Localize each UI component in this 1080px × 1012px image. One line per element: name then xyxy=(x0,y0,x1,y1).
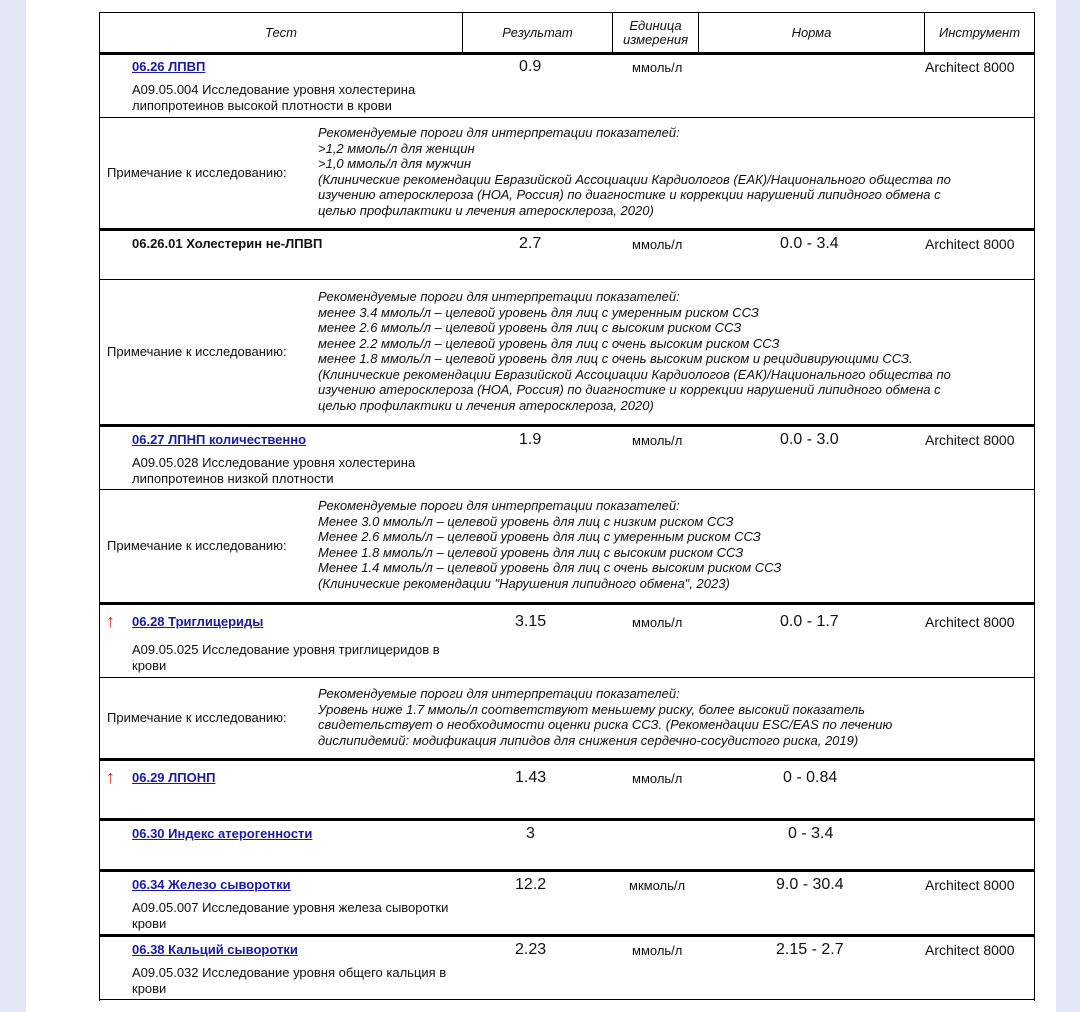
result-value: 2.7 xyxy=(519,235,542,252)
instrument-value: Architect 8000 xyxy=(925,942,1015,958)
norm-value: 0.0 - 1.7 xyxy=(780,613,839,630)
note-label: Примечание к исследованию: xyxy=(107,538,287,553)
norm-value: 0.0 - 3.0 xyxy=(780,431,839,448)
test-link[interactable]: 06.28 Триглицериды xyxy=(132,614,264,629)
result-value: 2.23 xyxy=(515,941,547,958)
note-text: Рекомендуемые пороги для интерпретации показателей: Уровень ниже 1.7 ммоль/л соответствуют меньшему риску, более высокий показатель свидетельствует о необходимости оценки риска ССЗ. (Рекомендации ESC/EAS по лечению дислипидемий: модификация липидов для снижения сердечно-сосудистого риска, 2019) xyxy=(318,686,893,748)
norm-value: 9.0 - 30.4 xyxy=(776,876,844,893)
header-result: Результат xyxy=(502,24,573,40)
unit-value: ммоль/л xyxy=(632,60,683,75)
test-description: A09.05.032 Исследование уровня общего кальция в крови xyxy=(132,965,447,996)
unit-value: мкмоль/л xyxy=(629,878,686,893)
test-link[interactable]: 06.26 ЛПВП xyxy=(132,59,206,74)
test-link[interactable]: 06.29 ЛПОНП xyxy=(132,770,216,785)
test-description: A09.05.025 Исследование уровня триглицеридов в крови xyxy=(132,642,440,673)
test-link[interactable]: 06.27 ЛПНП количественно xyxy=(132,432,307,447)
header-instrument: Инструмент xyxy=(938,24,1021,40)
norm-value: 2.15 - 2.7 xyxy=(776,941,844,958)
note-label: Примечание к исследованию: xyxy=(107,710,287,725)
high-flag-icon: ↑ xyxy=(106,611,115,631)
note-text: Рекомендуемые пороги для интерпретации показателей: менее 3.4 ммоль/л – целевой уровень для лиц с умеренным риском ССЗ менее 2.6 ммоль/л – целевой уровень для лиц с высоким риском ССЗ менее 2.2 ммоль/л – целевой уровень для лиц с очень высоким риском ССЗ менее 1.8 ммоль/л – целевой уровень для лиц с очень высоким риском и рецидивирующими ССЗ. (Клинические рекомендации Евразийской Ассоциации Кардиологов (ЕАК)/Национального общества по изучению атеросклероза (НОА, Россия) по диагностике и коррекции нарушений липидного обмена с целью профилактики и лечения атеросклероза, 2020) xyxy=(318,289,951,413)
result-value: 1.9 xyxy=(519,431,542,448)
result-value: 0.9 xyxy=(519,58,542,75)
note-text: Рекомендуемые пороги для интерпретации показателей: >1,2 ммоль/л для женщин >1,0 ммоль/л для мужчин (Клинические рекомендации Евразийской Ассоциации Кардиологов (ЕАК)/Национального общества по изучению атеросклероза (НОА, Россия) по диагностике и коррекции нарушений липидного обмена с целью профилактики и лечения атеросклероза, 2020) xyxy=(318,125,951,218)
test-link[interactable]: 06.30 Индекс атерогенности xyxy=(132,826,313,841)
result-value: 12.2 xyxy=(515,876,547,893)
test-description: A09.05.004 Исследование уровня холестерина липопротеинов высокой плотности в крови xyxy=(132,82,416,113)
result-value: 3.15 xyxy=(515,613,547,630)
high-flag-icon: ↑ xyxy=(106,767,115,787)
unit-value: ммоль/л xyxy=(632,771,683,786)
report-page xyxy=(26,0,1056,1012)
note-text: Рекомендуемые пороги для интерпретации показателей: Менее 3.0 ммоль/л – целевой уровень для лиц с низким риском ССЗ Менее 2.6 ммоль/л – целевой уровень для лиц с умеренным риском ССЗ Менее 1.8 ммоль/л – целевой уровень для лиц с высоким риском ССЗ Менее 1.4 ммоль/л – целевой уровень для лиц с очень высоким риском ССЗ (Клинические рекомендации "Нарушения липидного обмена", 2023) xyxy=(318,498,782,591)
unit-value: ммоль/л xyxy=(632,943,683,958)
header-unit: Единица измерения xyxy=(622,17,689,47)
norm-value: 0 - 0.84 xyxy=(783,769,838,786)
norm-value: 0 - 3.4 xyxy=(788,825,834,842)
header-test: Тест xyxy=(265,24,297,40)
instrument-value: Architect 8000 xyxy=(925,59,1015,75)
header-norm: Норма xyxy=(791,24,832,40)
test-description: A09.05.028 Исследование уровня холестерина липопротеинов низкой плотности xyxy=(132,455,416,486)
unit-value: ммоль/л xyxy=(632,615,683,630)
table-header xyxy=(100,13,1034,55)
norm-value: 0.0 - 3.4 xyxy=(780,235,839,252)
results-table xyxy=(99,12,1035,1001)
instrument-value: Architect 8000 xyxy=(925,432,1015,448)
test-link[interactable]: 06.38 Кальций сыворотки xyxy=(132,942,298,957)
instrument-value: Architect 8000 xyxy=(925,614,1015,630)
result-value: 1.43 xyxy=(515,769,547,786)
test-link[interactable]: 06.34 Железо сыворотки xyxy=(132,877,291,892)
instrument-value: Architect 8000 xyxy=(925,877,1015,893)
test-name: 06.26.01 Холестерин не-ЛПВП xyxy=(132,236,323,251)
note-label: Примечание к исследованию: xyxy=(107,165,287,180)
unit-value: ммоль/л xyxy=(632,237,683,252)
test-description: A09.05.007 Исследование уровня железа сыворотки крови xyxy=(132,900,449,931)
result-value: 3 xyxy=(526,825,535,842)
instrument-value: Architect 8000 xyxy=(925,236,1015,252)
unit-value: ммоль/л xyxy=(632,433,683,448)
note-label: Примечание к исследованию: xyxy=(107,344,287,359)
